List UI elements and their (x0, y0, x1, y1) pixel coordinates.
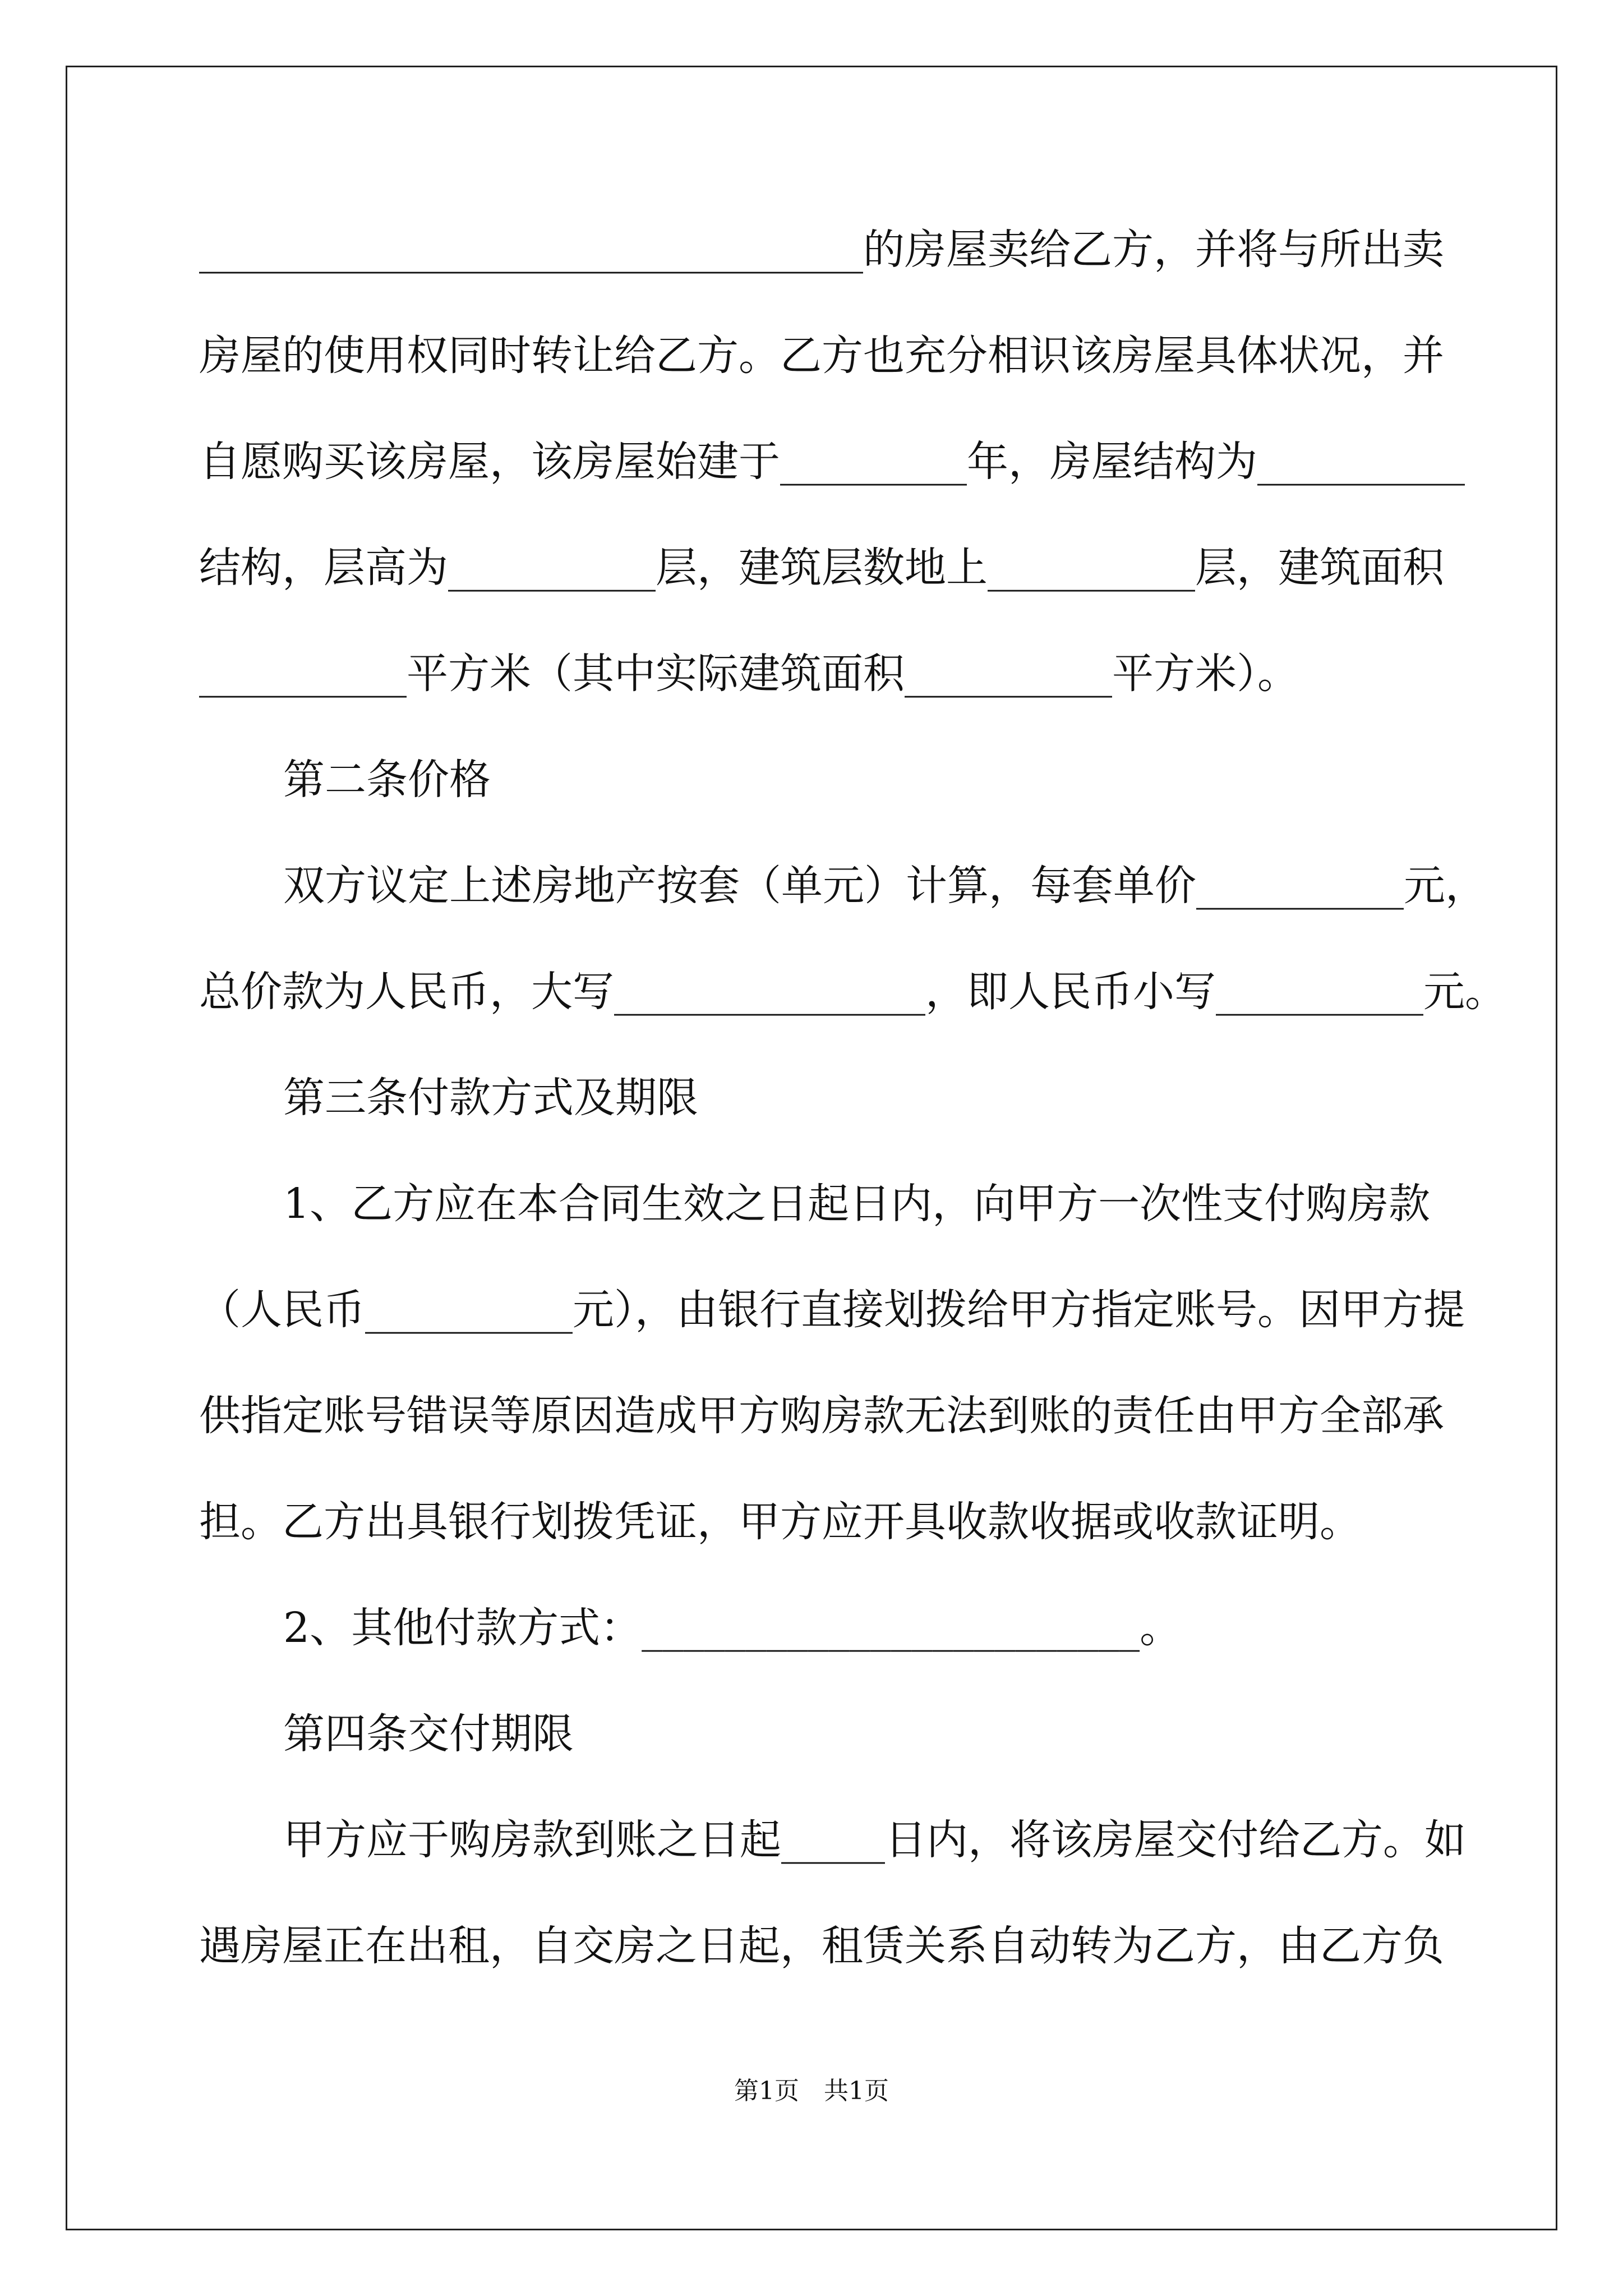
paragraph-line: 遇房屋正在出租，自交房之日起，租赁关系自动转为乙方，由乙方负 (199, 1922, 1444, 1970)
paragraph-line: 自愿购买该房屋，该房屋始建于_________年，房屋结构为__________ (199, 438, 1465, 486)
paragraph-line: 担。乙方出具银行划拨凭证，甲方应开具收款收据或收款证明。 (199, 1498, 1361, 1546)
paragraph-line: （人民币__________元），由银行直接划拨给甲方指定账号。因甲方提 (199, 1286, 1465, 1334)
paragraph-line: 房屋的使用权同时转让给乙方。乙方也充分相识该房屋具体状况，并 (199, 332, 1444, 380)
paragraph-line: __________平方米（其中实际建筑面积__________平方米）。 (199, 650, 1299, 698)
paragraph-line: 总价款为人民币，大写_______________，即人民币小写__________元。 (199, 968, 1506, 1016)
page-frame (66, 66, 1557, 2230)
page-footer: 第1页 共1页 (734, 2077, 889, 2105)
paragraph-line: ________________________________的房屋卖给乙方，并将与所出卖 (199, 226, 1444, 274)
paragraph-line: 1、乙方应在本合同生效之日起日内，向甲方一次性支付购房款 (283, 1180, 1431, 1228)
section-heading: 第二条价格 (283, 756, 491, 804)
paragraph-line: 结构，层高为__________层，建筑层数地上__________层，建筑面积 (199, 544, 1444, 592)
paragraph-line: 2、其他付款方式：________________________。 (283, 1604, 1182, 1652)
paragraph-line: 供指定账号错误等原因造成甲方购房款无法到账的责任由甲方全部承 (199, 1392, 1444, 1440)
paragraph-line: 双方议定上述房地产按套（单元）计算，每套单价__________元， (283, 862, 1487, 910)
section-heading: 第三条付款方式及期限 (283, 1074, 698, 1122)
section-heading: 第四条交付期限 (283, 1710, 574, 1758)
paragraph-line: 甲方应于购房款到账之日起_____日内，将该房屋交付给乙方。如 (283, 1816, 1466, 1864)
